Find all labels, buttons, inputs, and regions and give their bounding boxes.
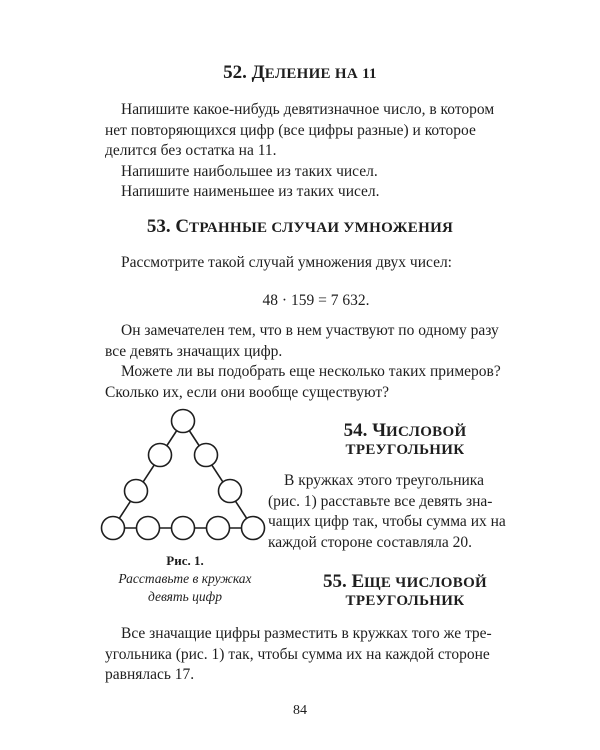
triangle-right-side <box>183 421 253 528</box>
text-line: Напишите какое-нибудь девятизначное число, в котором <box>121 101 495 118</box>
text-line: все девять значащих цифр. <box>105 342 283 360</box>
triangle-left-side <box>113 421 183 528</box>
section-53-formula: 48 · 159 = 7 632. <box>262 292 370 309</box>
text-line: Напишите наименьшее из таких чисел. <box>121 183 380 200</box>
circle-bottom-2 <box>137 517 160 540</box>
circle-bottom-right <box>242 517 265 540</box>
text-line: чащих цифр так, чтобы сумма их на <box>268 513 506 530</box>
section-54-paragraph <box>268 471 527 553</box>
text-line: Можете ли вы подобрать еще несколько таких примеров? <box>121 363 501 380</box>
section-53-paragraph <box>105 321 527 403</box>
section-53-title: 53. СТРАННЫЕ СЛУЧАИ УМНОЖЕНИЯ <box>146 216 454 237</box>
section-52-title: 52. ДЕЛЕНИЕ НА 11 <box>223 62 377 83</box>
section-55-paragraph <box>105 624 527 686</box>
circle-right-lower <box>219 480 242 503</box>
circle-bottom-4 <box>207 517 230 540</box>
page-number: 84 <box>293 703 307 718</box>
text-line: Сколько их, если они вообще существуют? <box>105 383 389 401</box>
text-line: равнялась 17. <box>105 666 195 683</box>
text-line: делится без остатка на 11. <box>105 142 277 159</box>
text-line: В кружках этого треугольника <box>284 472 484 489</box>
circle-left-upper <box>149 444 172 467</box>
figure-caption-text: Расставьте в кружках девять цифр <box>118 571 252 604</box>
text-line: Он замечателен тем, что в нем участвуют по одному разу <box>121 322 499 339</box>
text-line: (рис. 1) расставьте все девять зна- <box>268 492 493 510</box>
section-52-paragraph <box>105 100 527 203</box>
section-54-title: 54. ЧИСЛОВОЙ <box>343 420 467 441</box>
circle-bottom-left <box>102 517 125 540</box>
circle-left-lower <box>125 480 148 503</box>
triangle-circles-figure <box>98 405 268 545</box>
figure-caption-title: Рис. 1. <box>166 553 204 568</box>
circle-top <box>172 410 195 433</box>
text-line: каждой стороне составляла 20. <box>268 533 473 551</box>
section-55-title-line2: ТРЕУГОЛЬНИК <box>345 593 465 609</box>
text-line: нет повторяющихся цифр (все цифры разные) и которое <box>105 121 476 139</box>
text-line: угольника (рис. 1) так, чтобы сумма их на каждой стороне <box>105 645 490 663</box>
section-54-title-line2: ТРЕУГОЛЬНИК <box>345 442 465 458</box>
section-53-intro: Рассмотрите такой случай умножения двух чисел: <box>121 254 452 271</box>
text-line: Напишите наибольшее из таких чисел. <box>121 162 378 180</box>
circle-bottom-center <box>172 517 195 540</box>
circle-right-upper <box>195 444 218 467</box>
section-55-title: 55. ЕЩЕ ЧИСЛОВОЙ <box>322 571 488 592</box>
text-line: Все значащие цифры разместить в кружках того же тре- <box>121 625 492 642</box>
